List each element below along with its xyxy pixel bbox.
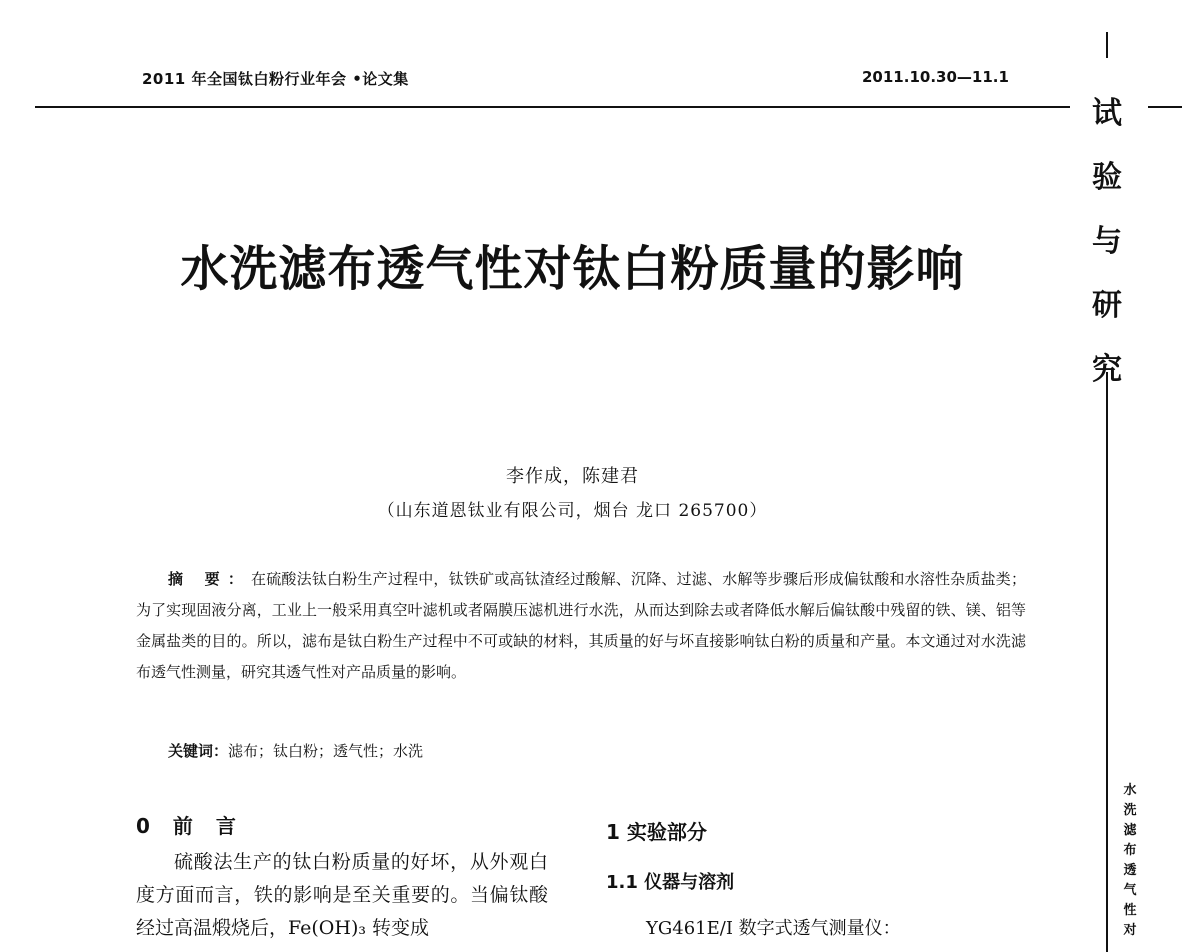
running-header-date: 2011.10.30—11.1 bbox=[862, 68, 1009, 86]
instrument-line: YG461E/Ⅰ 数字式透气测量仪： bbox=[646, 918, 901, 939]
vertical-title-char: 性 bbox=[1123, 902, 1137, 918]
section-tab-char: 试 bbox=[1092, 96, 1122, 131]
keywords bbox=[168, 736, 1028, 766]
vertical-title-char: 洗 bbox=[1123, 802, 1137, 818]
preface-paragraph: 硫酸法生产的钛白粉质量的好坏，从外观白度方面而言，铁的影响是至关重要的。当偏钛酸经过高温煅烧后，Fe(OH)₃ 转变成 bbox=[136, 851, 548, 939]
section-heading-preface: 0 前 言 bbox=[136, 814, 244, 838]
side-line-middle bbox=[1106, 372, 1108, 766]
abstract-label: 摘 要： bbox=[168, 570, 252, 588]
running-header-left: 2011 年全国钛白粉行业年会 •论文集 bbox=[142, 70, 409, 88]
abstract-text: 在硫酸法钛白粉生产过程中，钛铁矿或高钛渣经过酸解、沉降、过滤、水解等步骤后形成偏钛酸和水溶性杂质盐类；为了实现固液分离，工业上一般采用真空叶滤机或者隔膜压滤机进行水洗，从而达到除去或者降低水解后偏钛酸中残留的铁、镁、铝等金属盐类的目的。所以，滤布是钛白粉生产过程中不可或缺的材料，其质量的好与坏直接影响钛白粉的质量和产量。本文通过对水洗滤布透气性测量，研究其透气性对产品质量的影响。 bbox=[136, 570, 1026, 681]
keywords-text: 滤布；钛白粉；透气性；水洗 bbox=[228, 742, 424, 760]
header-rule-tail bbox=[1148, 106, 1182, 108]
vertical-title-char: 水 bbox=[1123, 782, 1137, 798]
abstract bbox=[136, 564, 1026, 688]
keywords-label: 关键词： bbox=[168, 742, 229, 760]
paper-title: 水洗滤布透气性对钛白粉质量的影响 bbox=[180, 241, 965, 297]
vertical-title-char: 透 bbox=[1123, 862, 1137, 878]
section-tab-char: 究 bbox=[1092, 352, 1122, 387]
authors: 李作成，陈建君 bbox=[506, 466, 639, 487]
subsection-heading-instruments: 1.1 仪器与溶剂 bbox=[606, 872, 735, 893]
side-line-bottom bbox=[1106, 766, 1108, 952]
section-heading-experimental: 1 实验部分 bbox=[606, 820, 707, 844]
section-tab bbox=[1084, 82, 1130, 402]
affiliation: （山东道恩钛业有限公司，烟台 龙口 265700） bbox=[377, 501, 768, 521]
header-rule bbox=[35, 106, 1070, 108]
section-tab-char: 验 bbox=[1092, 160, 1122, 195]
vertical-title-char: 对 bbox=[1123, 922, 1137, 938]
vertical-running-title bbox=[1118, 780, 1142, 940]
side-line-top bbox=[1106, 32, 1108, 58]
vertical-title-char: 布 bbox=[1123, 842, 1137, 858]
vertical-title-char: 滤 bbox=[1123, 822, 1137, 838]
section-tab-char: 与 bbox=[1092, 224, 1122, 259]
section-tab-char: 研 bbox=[1092, 288, 1122, 323]
vertical-title-char: 气 bbox=[1123, 882, 1137, 898]
